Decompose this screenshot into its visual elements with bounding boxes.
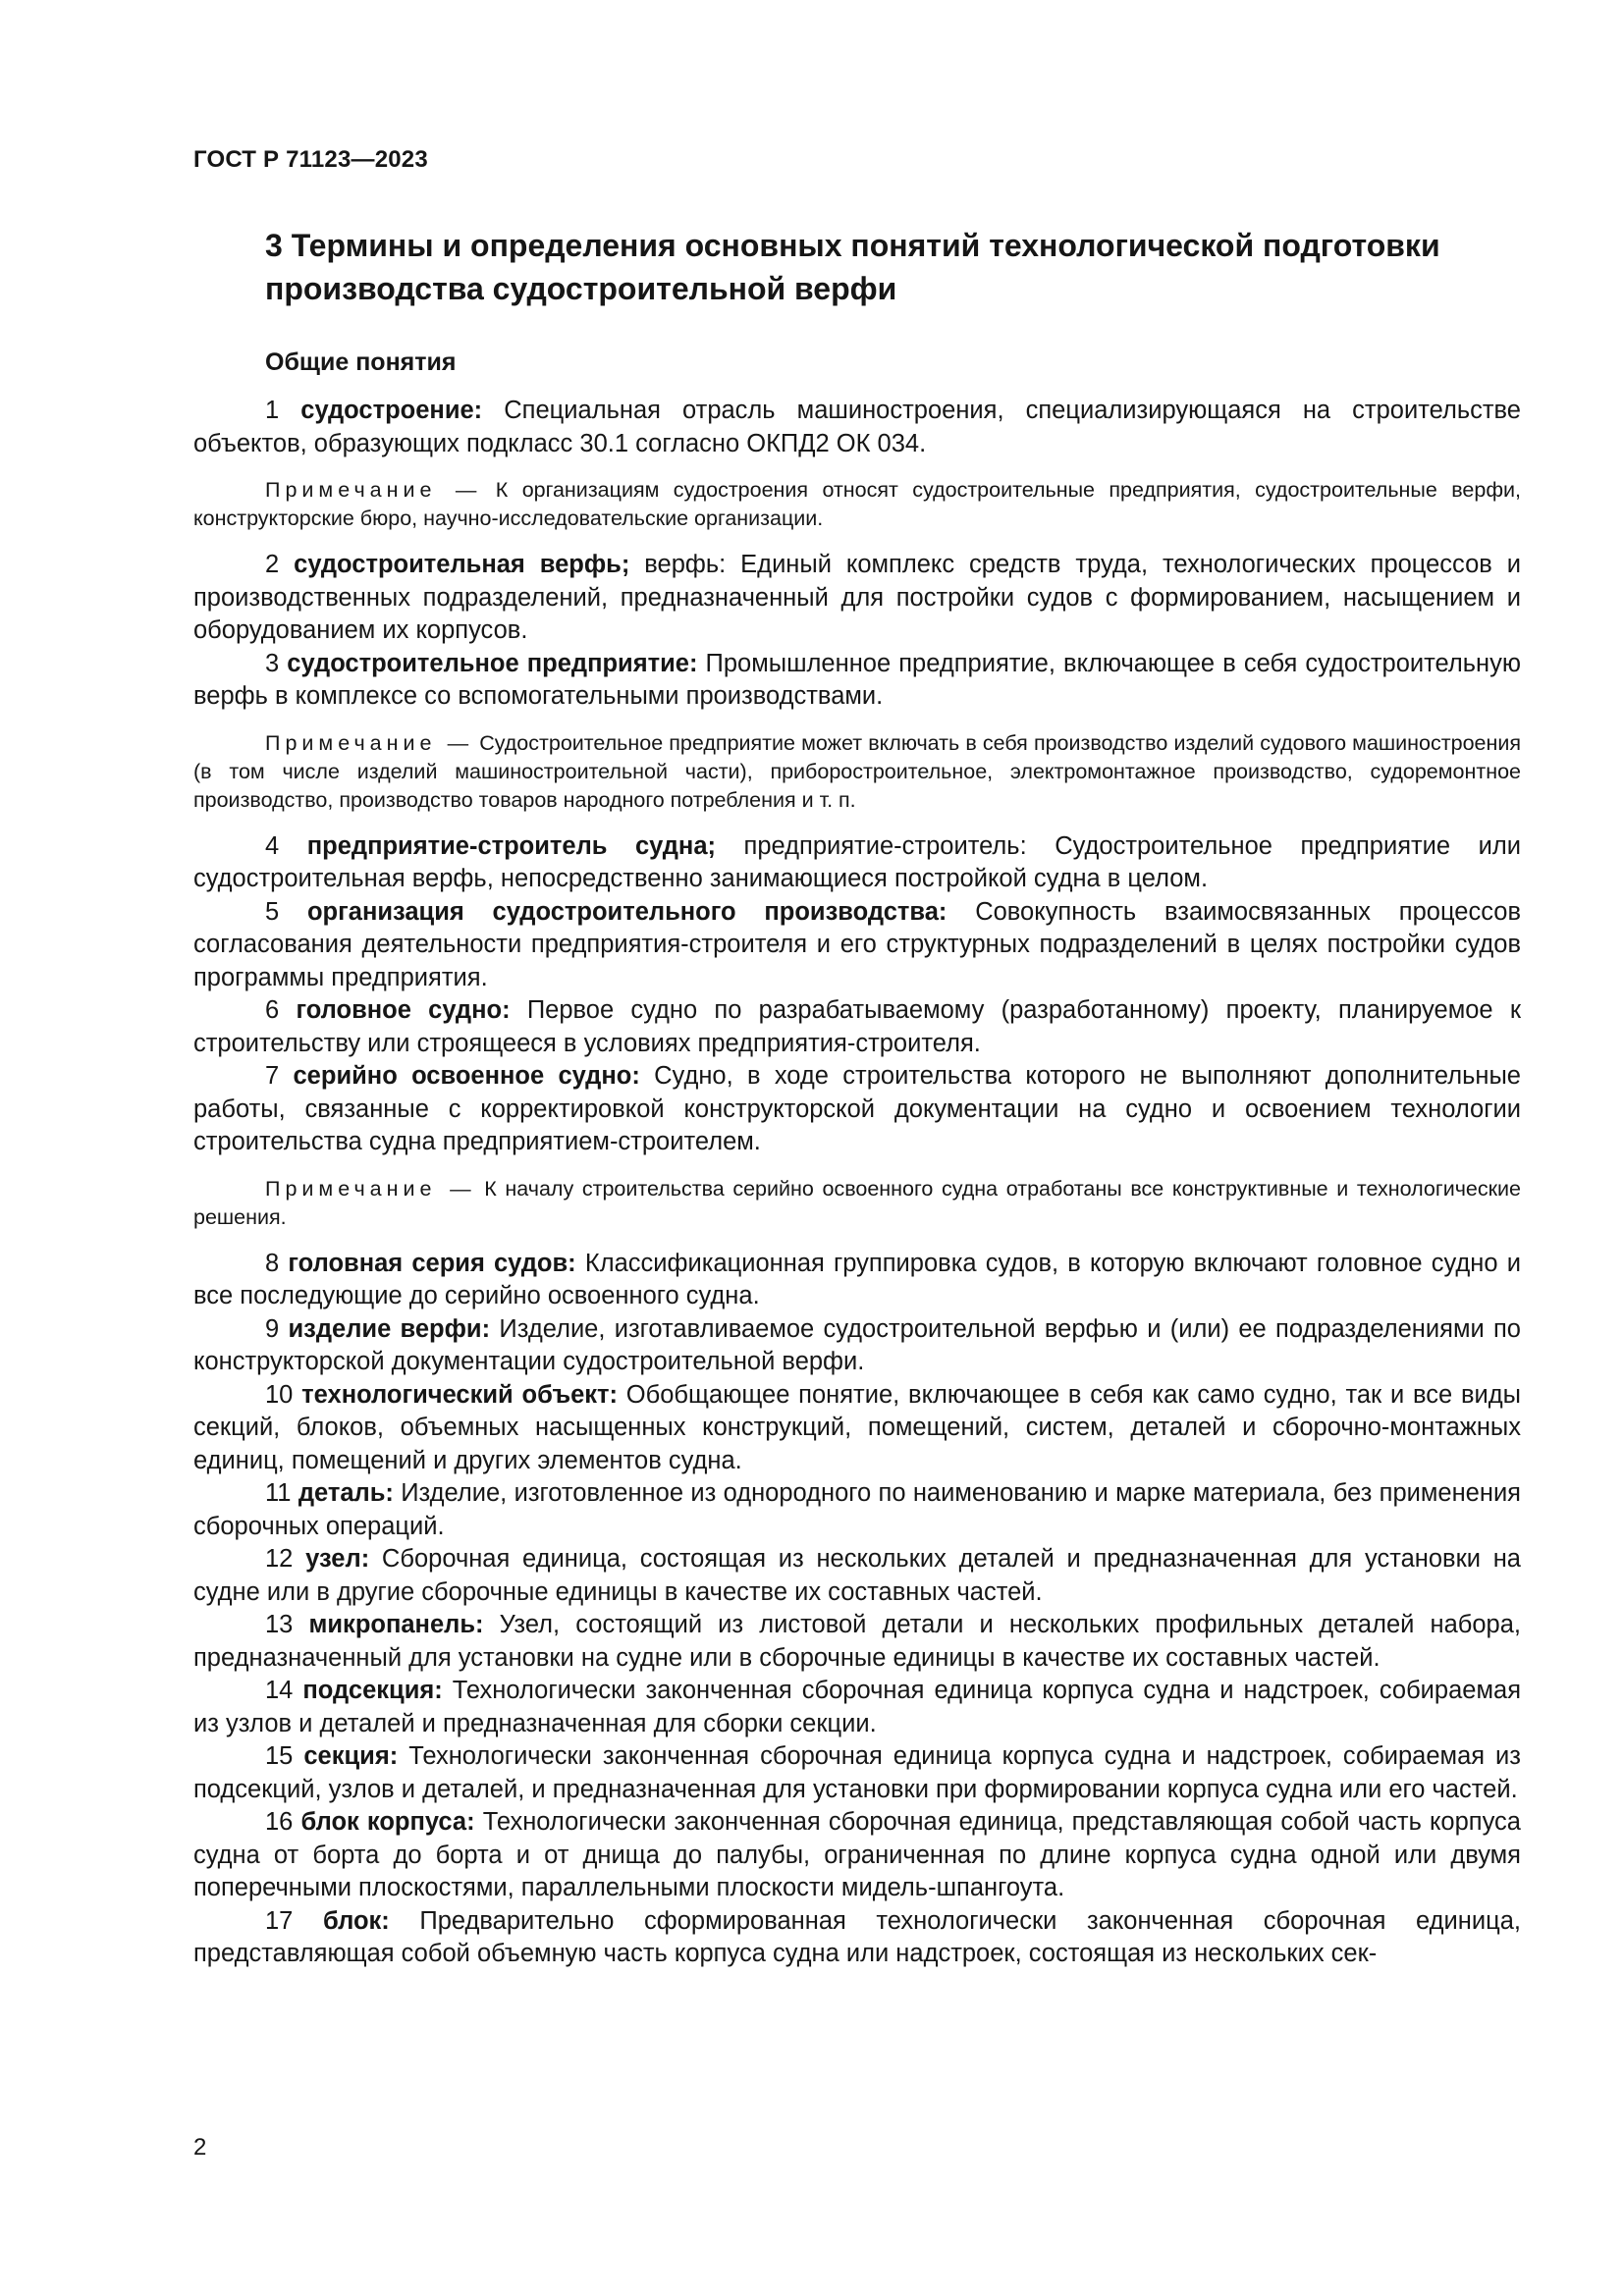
note: Примечание — К организациям судостроения относят судостроительные предприятия, судостроительные верфи, конструкторские бюро, научно-исследовательские организации. (193, 478, 1522, 530)
term-entry: 6 головное судно: Первое судно по разрабатываемому (разработанному) проекту, планируемое к строительству или строящееся в условиях предприятия-строителя. (193, 996, 1521, 1057)
term-entry: 16 блок корпуса: Технологически законченная сборочная единица, представляющая собой часть корпуса судна от борта до борта и от днища до палубы, ограниченная по длине корпуса судна одной или двумя поперечными плоскостями, параллельными плоскости мидель-шпангоута. (193, 1808, 1521, 1901)
term-name: судостроительное предприятие: (287, 649, 698, 677)
term-entry: 13 микропанель: Узел, состоящий из листовой детали и нескольких профильных деталей набора, предназначенный для установки на судне или в сборочные единицы в качестве их составных частей. (193, 1611, 1522, 1672)
note-label: Примечание — (265, 730, 474, 755)
term-entry: 7 серийно освоенное судно: Судно, в ходе строительства которого не выполняют дополнительные работы, связанные с корректировкой конструкторской документации на судно и освоением технологии строительства судна предприятием-строителем. (193, 1062, 1521, 1155)
page-number: 2 (193, 2134, 207, 2161)
term-entry: 9 изделие верфи: Изделие, изготавливаемое судостроительной верфью и (или) ее подразделениями по конструкторской документации судостроительной верфи. (193, 1314, 1521, 1375)
note-label: Примечание — (265, 478, 482, 502)
document-code: ГОСТ Р 71123—2023 (193, 146, 428, 173)
term-name: узел: (305, 1545, 370, 1573)
terms-list (193, 395, 1521, 1971)
term-entry: 10 технологический объект: Обобщающее понятие, включающее в себя как само судно, так и все виды секций, блоков, объемных насыщенных конструкций, помещений, систем, деталей и сборочно-монтажных единиц, помещений и других элементов судна. (193, 1380, 1521, 1474)
term-name: серийно освоенное судно: (293, 1062, 640, 1090)
subsection-heading: Общие понятия (265, 348, 457, 376)
note-label: Примечание — (265, 1176, 476, 1201)
term-name: секция: (303, 1742, 399, 1770)
term-entry: 1 судостроение: Специальная отрасль машиностроения, специализирующаяся на строительстве объектов, образующих подкласс 30.1 согласно ОКПД2 ОК 034. (193, 397, 1521, 457)
term-entry: 5 организация судостроительного производства: Совокупность взаимосвязанных процессов согласования деятельности предприятия-строителя и его структурных подразделений в целях постройки судов программы предприятия. (193, 897, 1521, 991)
term-entry: 3 судостроительное предприятие: Промышленное предприятие, включающее в себя судостроительную верфь в комплексе со вспомогательными производствами. (193, 649, 1522, 710)
term-name: технологический объект: (301, 1380, 619, 1409)
term-entry: 8 головная серия судов: Классификационная группировка судов, в которую включают головное судно и все последующие до серийно освоенного судна. (193, 1249, 1521, 1309)
term-name: деталь: (298, 1479, 394, 1507)
term-name: блок корпуса: (300, 1808, 475, 1836)
term-name: головная серия судов: (288, 1249, 576, 1277)
term-entry: 2 судостроительная верфь; верфь: Единый комплекс средств труда, технологических процессов и производственных подразделений, предназначенный для постройки судов с формированием, насыщением и оборудованием их корпусов. (193, 551, 1522, 644)
term-name: судостроительная верфь; (294, 551, 630, 578)
term-name: головное судно: (296, 996, 511, 1024)
term-name: организация судостроительного производства: (306, 897, 947, 926)
term-name: изделие верфи: (288, 1314, 491, 1343)
note: Примечание — Судостроительное предприятие может включать в себя производство изделий судового машиностроения (в том числе изделий машиностроительной части), приборостроительное, электромонтажное производство, судоремонтное производство, производство товаров народного потребления и т. п. (193, 730, 1522, 812)
term-entry: 15 секция: Технологически законченная сборочная единица корпуса судна и надстроек, собираемая из подсекций, узлов и деталей, и предназначенная для установки при формировании корпуса судна или его частей. (193, 1742, 1521, 1803)
term-entry: 12 узел: Сборочная единица, состоящая из нескольких деталей и предназначенная для установки на судне или в другие сборочные единицы в качестве их составных частей. (193, 1545, 1521, 1606)
term-name: микропанель: (308, 1611, 484, 1638)
term-entry: 11 деталь: Изделие, изготовленное из однородного по наименованию и марке материала, без применения сборочных операций. (193, 1479, 1521, 1540)
note: Примечание — К началу строительства серийно освоенного судна отработаны все конструктивные и технологические решения. (193, 1176, 1521, 1229)
term-entry: 17 блок: Предварительно сформированная технологически законченная сборочная единица, представляющая собой объемную часть корпуса судна или надстроек, состоящая из нескольких сек- (193, 1906, 1521, 1967)
term-name: блок: (322, 1906, 390, 1935)
term-name: судостроение: (300, 397, 483, 424)
section-title: 3 Термины и определения основных понятий технологической подготовки производства судостроительной верфи (265, 228, 1440, 306)
term-entry: 4 предприятие-строитель судна; предприятие-строитель: Судостроительное предприятие или судостроительная верфь, непосредственно занимающиеся постройкой судна в целом. (193, 831, 1521, 892)
term-entry: 14 подсекция: Технологически законченная сборочная единица корпуса судна и надстроек, собираемая из узлов и деталей и предназначенная для сборки секции. (193, 1677, 1521, 1737)
term-name: подсекция: (302, 1677, 443, 1704)
term-name: предприятие-строитель судна; (306, 831, 716, 860)
